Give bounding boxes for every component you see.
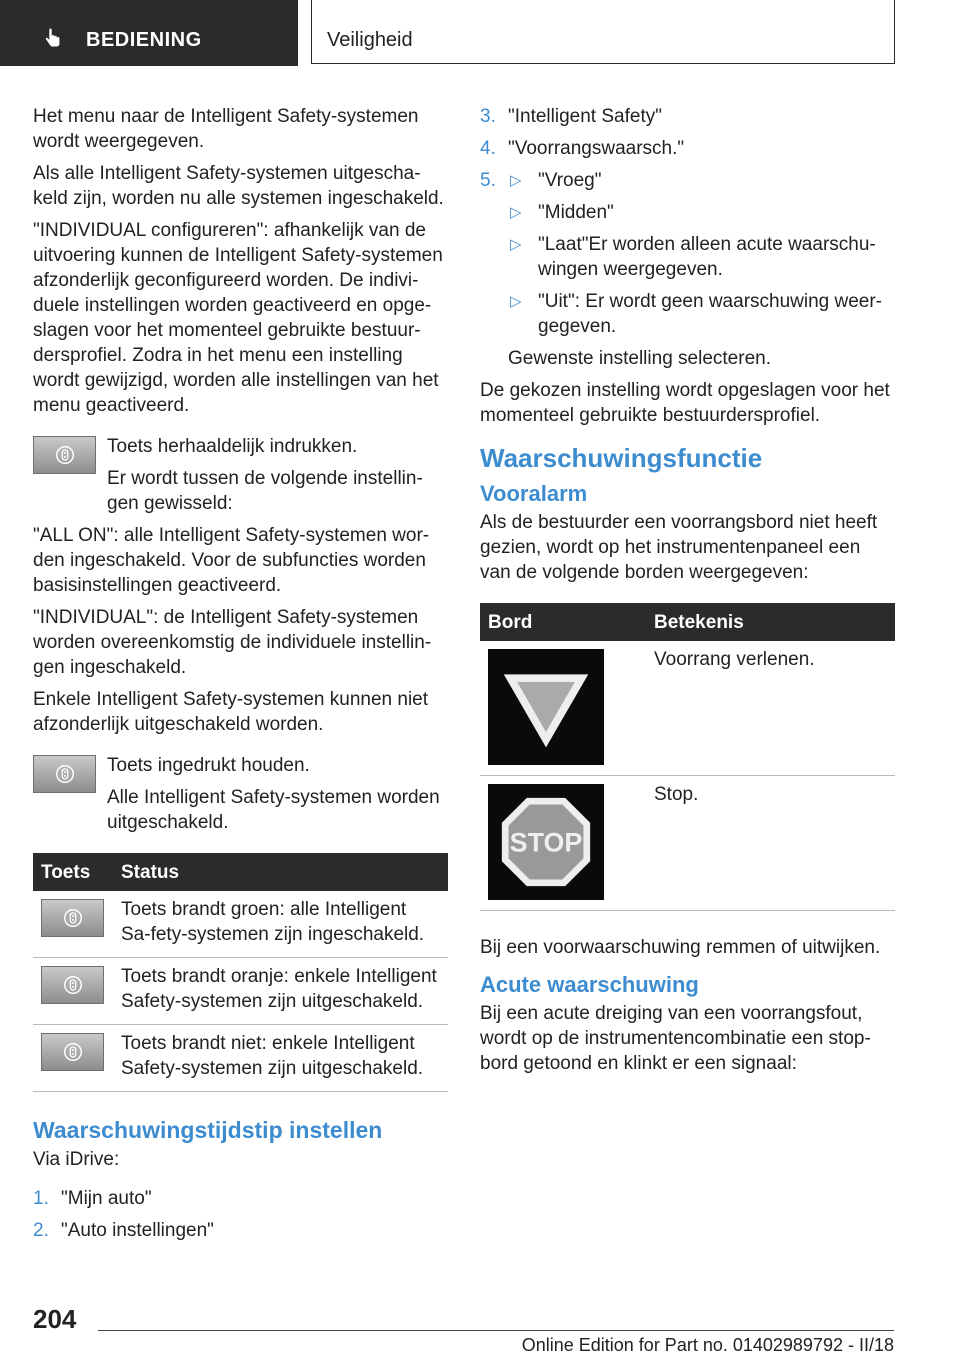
list-item bbox=[33, 1218, 448, 1243]
step-number: 1. bbox=[33, 1188, 49, 1209]
step-number: 2. bbox=[33, 1220, 49, 1241]
option-item bbox=[480, 232, 895, 282]
option-text: "Laat"Er worden alleen acute waarschu-wingen weergegeven. bbox=[538, 234, 876, 280]
table-header: Betekenis bbox=[646, 603, 895, 641]
table-header: Status bbox=[113, 853, 448, 891]
step-text: "Mijn auto" bbox=[61, 1188, 152, 1209]
paragraph: "INDIVIDUAL": de Intelligent Safety-systemen worden overeenkomstig de individuele instellin-gen ingeschakeld. bbox=[33, 607, 432, 678]
safety-button-image bbox=[41, 899, 104, 937]
table-row bbox=[33, 958, 448, 1025]
list-item bbox=[33, 1186, 448, 1211]
svg-text:STOP: STOP bbox=[509, 827, 583, 858]
safety-button-image bbox=[41, 966, 104, 1004]
section-heading: Waarschuwingsfunctie bbox=[480, 443, 763, 473]
paragraph: "ALL ON": alle Intelligent Safety-systemen wor-den ingeschakeld. Voor de subfuncties worden basisinstellingen geactiveerd. bbox=[33, 525, 430, 596]
key-instruction bbox=[33, 434, 448, 459]
chapter-tab bbox=[311, 0, 895, 64]
table-row bbox=[480, 641, 895, 776]
key-text: Toets herhaaldelijk indrukken. bbox=[107, 436, 358, 457]
yield-sign-icon bbox=[498, 659, 594, 755]
table-cell: Stop. bbox=[646, 776, 895, 911]
key-text: Toets ingedrukt houden. bbox=[107, 755, 310, 776]
safety-icon bbox=[54, 444, 76, 466]
step-number: 3. bbox=[480, 106, 496, 127]
list-item bbox=[480, 168, 895, 193]
table-cell: Voorrang verlenen. bbox=[646, 641, 895, 776]
table-cell: Toets brandt niet: enkele Intelligent Safety-systemen zijn uitgeschakeld. bbox=[113, 1025, 448, 1092]
table-cell: Toets brandt groen: alle Intelligent Sa-fety-systemen zijn ingeschakeld. bbox=[113, 891, 448, 958]
triangle-bullet-icon: ▷ bbox=[510, 204, 522, 221]
safety-icon bbox=[62, 974, 84, 996]
edition-note: Online Edition for Part no. 01402989792 - II/18 bbox=[521, 1335, 894, 1355]
table-row bbox=[480, 776, 895, 911]
key-text: Alle Intelligent Safety-systemen worden uitgeschakeld. bbox=[107, 787, 440, 833]
yield-sign-image bbox=[488, 649, 604, 765]
subsection-heading: Acute waarschuwing bbox=[480, 972, 699, 997]
key-instruction bbox=[33, 753, 448, 778]
table-row bbox=[33, 891, 448, 958]
right-column bbox=[480, 104, 895, 1083]
safety-button-image bbox=[33, 436, 96, 474]
section-heading: Waarschuwingstijdstip instellen bbox=[33, 1117, 383, 1143]
paragraph: Via iDrive: bbox=[33, 1149, 120, 1170]
step-text: "Intelligent Safety" bbox=[508, 106, 662, 127]
section-title: BEDIENING bbox=[86, 29, 202, 51]
option-item bbox=[480, 289, 895, 339]
table-header: Toets bbox=[33, 853, 113, 891]
option-item bbox=[480, 200, 895, 225]
table-cell: Toets brandt oranje: enkele Intelligent Safety-systemen zijn uitgeschakeld. bbox=[113, 958, 448, 1025]
triangle-bullet-icon: ▷ bbox=[510, 172, 522, 189]
option-text: "Uit": Er wordt geen waarschuwing weer-gegeven. bbox=[538, 291, 883, 337]
paragraph: Bij een acute dreiging van een voorrangsfout, wordt op de instrumentencombinatie een stop-bord getoond en klinkt er een signaal: bbox=[480, 1003, 871, 1074]
safety-icon bbox=[62, 907, 84, 929]
table-row bbox=[33, 1025, 448, 1092]
step-number: 4. bbox=[480, 138, 496, 159]
footer-divider bbox=[98, 1330, 894, 1331]
triangle-bullet-icon: ▷ bbox=[510, 293, 522, 310]
triangle-bullet-icon: ▷ bbox=[510, 236, 522, 253]
paragraph: "INDIVIDUAL configureren": afhankelijk van de uitvoering kunnen de Intelligent Safety-systemen afzonderlijk geconfigureerd worden. De indivi-duele instellingen worden geactiveerd en opge-slagen voor het momenteel gebruikte bestuur-dersprofiel. Zodra in het menu een instelling wordt gewijzigd, worden alle instellingen van het menu geactiveerd. bbox=[33, 220, 443, 416]
paragraph: Het menu naar de Intelligent Safety-systemen wordt weergegeven. bbox=[33, 106, 419, 152]
stop-sign-image bbox=[488, 784, 604, 900]
stop-sign-icon bbox=[498, 794, 594, 890]
left-column bbox=[33, 104, 448, 1250]
step-number: 5. bbox=[480, 170, 496, 191]
paragraph: Gewenste instelling selecteren. bbox=[508, 348, 771, 369]
sign-table bbox=[480, 603, 895, 911]
chapter-title: Veiligheid bbox=[327, 29, 413, 51]
paragraph: Enkele Intelligent Safety-systemen kunnen niet afzonderlijk uitgeschakeld worden. bbox=[33, 689, 429, 735]
paragraph: De gekozen instelling wordt opgeslagen voor het momenteel gebruikte bestuurdersprofiel. bbox=[480, 380, 890, 426]
safety-icon bbox=[54, 763, 76, 785]
key-text: Er wordt tussen de volgende instellin-gen gewisseld: bbox=[107, 468, 423, 514]
paragraph: Als de bestuurder een voorrangsbord niet heeft gezien, wordt op het instrumentenpaneel een van de volgende borden weergegeven: bbox=[480, 512, 878, 583]
paragraph: Als alle Intelligent Safety-systemen uitgescha-keld zijn, worden nu alle systemen ingeschakeld. bbox=[33, 163, 444, 209]
list-item bbox=[480, 104, 895, 129]
list-item bbox=[480, 136, 895, 161]
page-footer bbox=[0, 1290, 960, 1362]
step-text: "Auto instellingen" bbox=[61, 1220, 214, 1241]
paragraph: Bij een voorwaarschuwing remmen of uitwijken. bbox=[480, 937, 881, 958]
hand-pointer-icon bbox=[42, 28, 64, 50]
status-table bbox=[33, 853, 448, 1092]
step-text: "Voorrangswaarsch." bbox=[508, 138, 685, 159]
option-text: "Midden" bbox=[538, 202, 614, 223]
page-number: 204 bbox=[33, 1304, 77, 1334]
safety-button-image bbox=[41, 1033, 104, 1071]
safety-button-image bbox=[33, 755, 96, 793]
option-text: "Vroeg" bbox=[538, 170, 602, 191]
section-tab bbox=[0, 0, 298, 66]
subsection-heading: Vooralarm bbox=[480, 481, 588, 506]
safety-icon bbox=[62, 1041, 84, 1063]
table-header: Bord bbox=[480, 603, 646, 641]
page-header bbox=[0, 0, 960, 66]
